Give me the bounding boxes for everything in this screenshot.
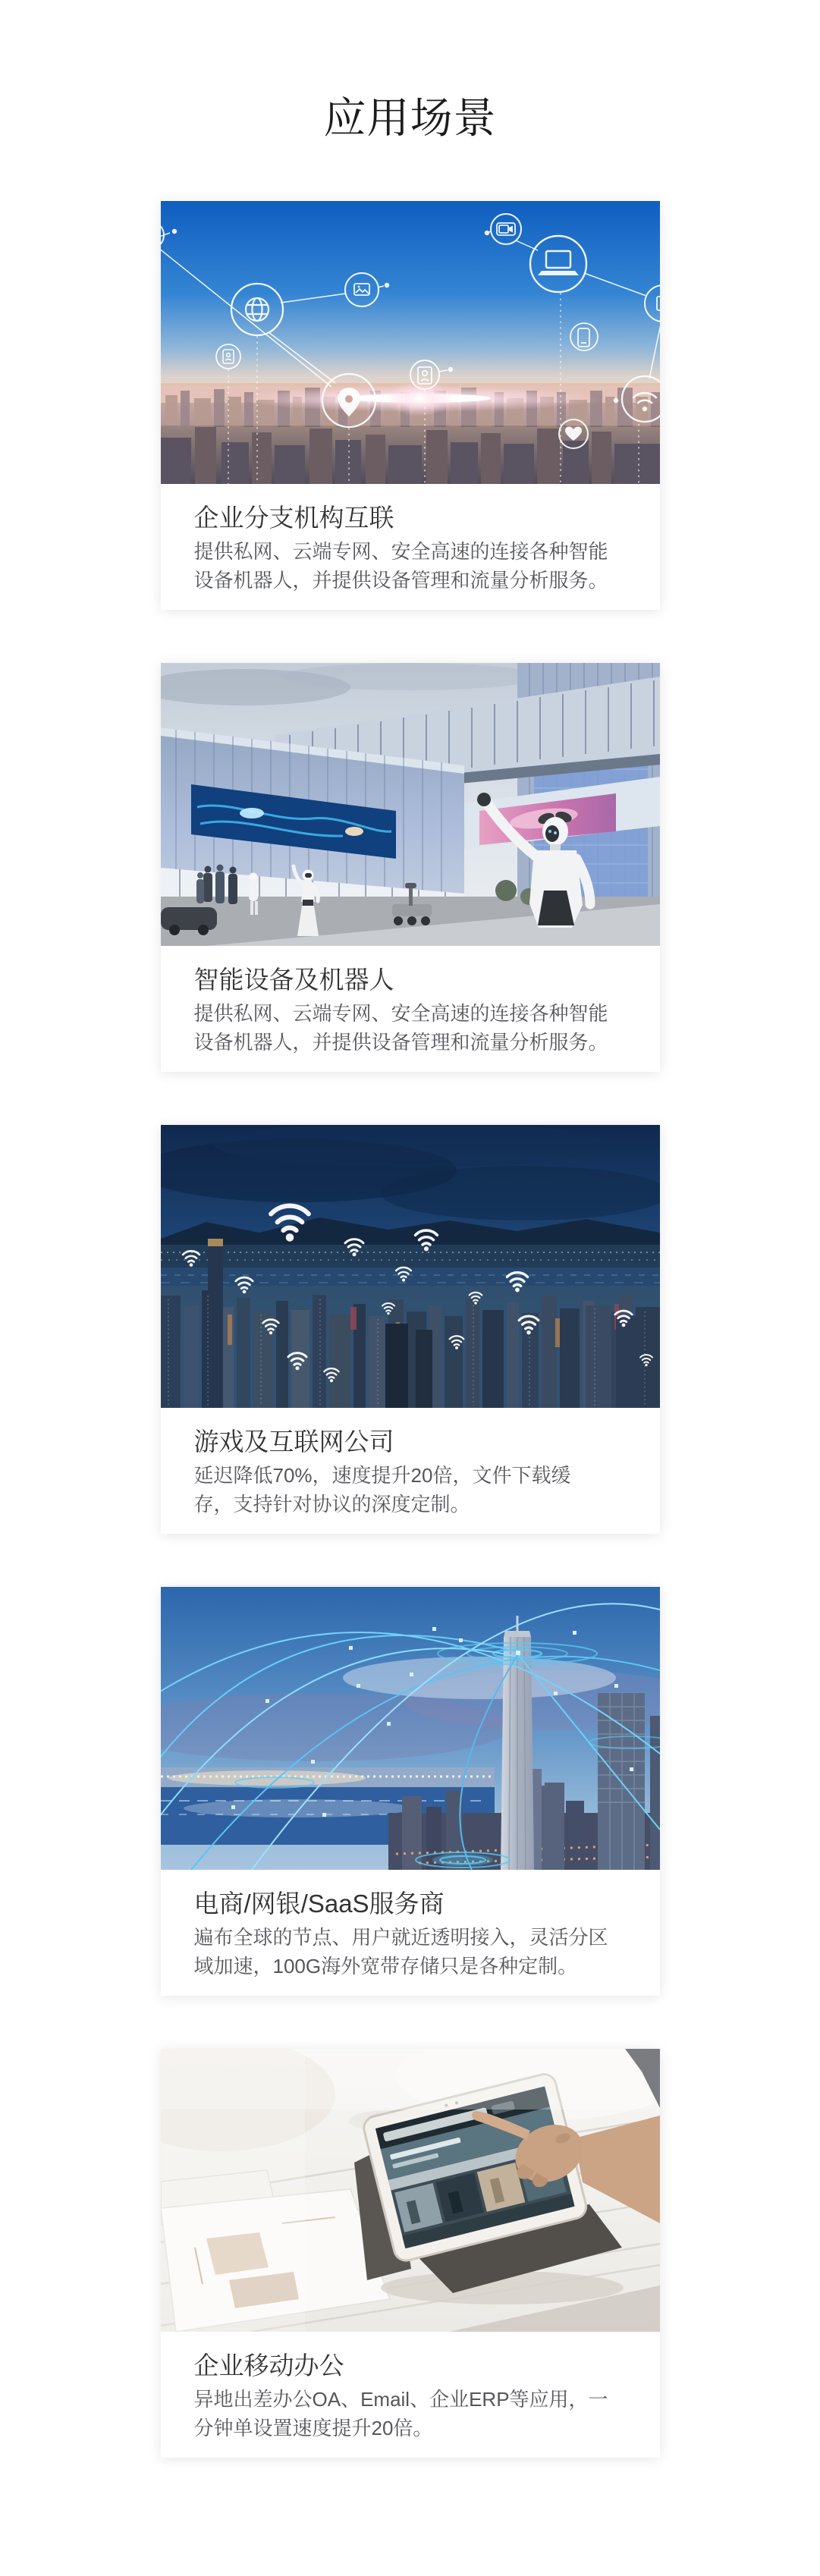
scenario-card-branch-interconnect (161, 201, 660, 610)
tablet-touch-illustration (161, 2049, 660, 2332)
card-description: 延迟降低70%，速度提升20倍，文件下载缓存，支持针对协议的深度定制。 (193, 1464, 571, 1516)
card-description: 提供私网、云端专网、安全高速的连接各种智能设备机器人，并提供设备管理和流量分析服务。 (193, 540, 608, 592)
card-image-robots-building (161, 663, 660, 946)
night-city-wifi-illustration (161, 1125, 660, 1408)
card-description: 异地出差办公OA、Email、企业ERP等应用，一分钟单设置速度提升20倍。 (193, 2388, 608, 2439)
card-body (161, 946, 660, 1072)
global-network-illustration (161, 1587, 660, 1870)
card-image-tablet-touch (161, 2049, 660, 2332)
scenario-card-ecommerce-saas (161, 1587, 660, 1996)
card-body (161, 2332, 660, 2458)
card-title: 企业移动办公 (193, 2351, 344, 2380)
section-title: 应用场景 (323, 94, 497, 142)
scenario-card-gaming-internet (161, 1125, 660, 1534)
card-description: 遍布全球的节点、用户就近透明接入，灵活分区域加速，100G海外宽带存储只是各种定制。 (193, 1926, 608, 1978)
card-image-global-network-arcs (161, 1587, 660, 1870)
card-description: 提供私网、云端专网、安全高速的连接各种智能设备机器人，并提供设备管理和流量分析服务。 (193, 1002, 608, 1054)
card-body (161, 1408, 660, 1534)
scenario-card-mobile-office (161, 2049, 660, 2458)
card-title: 企业分支机构互联 (193, 504, 394, 532)
card-image-night-city-wifi (161, 1125, 660, 1408)
card-body (161, 1870, 660, 1996)
card-title: 智能设备及机器人 (193, 966, 394, 994)
robots-building-illustration (161, 663, 660, 946)
scenario-card-smart-devices (161, 663, 660, 1072)
city-iot-illustration (161, 201, 660, 484)
scenario-card-list (0, 201, 820, 2458)
card-title: 电商/网银/SaaS服务商 (193, 1890, 445, 1918)
card-title: 游戏及互联网公司 (193, 1428, 394, 1456)
card-body (161, 484, 660, 610)
card-image-city-iot (161, 201, 660, 484)
